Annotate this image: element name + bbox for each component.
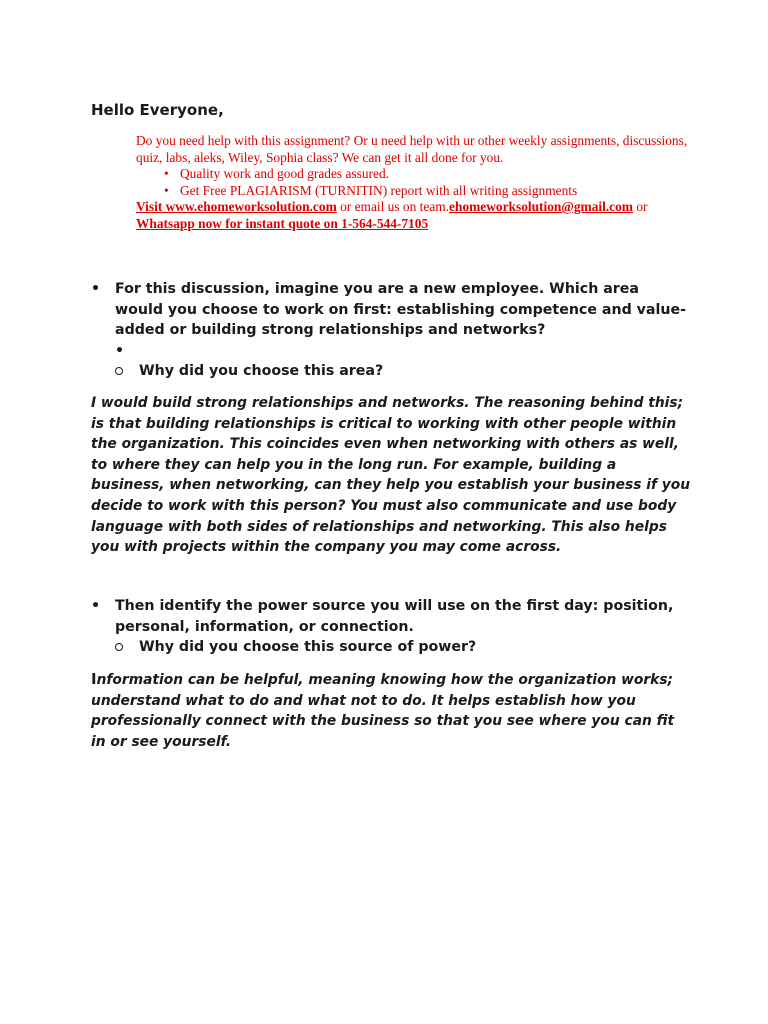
bullet-icon: •	[91, 281, 101, 297]
question-2-sub-text: Why did you choose this source of power?	[139, 639, 477, 655]
answer-2-initial: I	[91, 670, 97, 688]
question-2-block	[91, 596, 691, 658]
email-link[interactable]: ehomeworksolution@gmail.com	[449, 199, 633, 214]
promo-contact-line	[136, 199, 696, 216]
promo-block	[136, 133, 696, 232]
email-prefix-text: or email us on team.	[336, 199, 450, 214]
question-2-sub-item	[91, 637, 691, 658]
whatsapp-link[interactable]: Whatsapp now for instant quote on 1-564-544-7105	[136, 215, 429, 231]
or-text: or	[632, 199, 648, 214]
promo-bullet-list	[136, 166, 696, 199]
greeting-heading: Hello Everyone,	[91, 101, 224, 119]
question-1-sub-item	[91, 361, 691, 382]
question-1-block	[91, 279, 691, 382]
question-1-item	[91, 279, 691, 341]
bullet-icon: •	[91, 598, 101, 614]
question-1-sub-text: Why did you choose this area?	[139, 363, 384, 379]
promo-bullet-item: • Get Free PLAGIARISM (TURNITIN) report with all writing assignments	[180, 183, 696, 200]
question-2-item	[91, 596, 691, 637]
promo-bullet-item: • Quality work and good grades assured.	[180, 166, 696, 183]
promo-whatsapp-line	[136, 216, 696, 233]
bullet-icon: •	[115, 342, 125, 359]
question-2-text: Then identify the power source you will use on the first day: position, personal, information, or connection.	[115, 598, 674, 635]
answer-1-paragraph: I would build strong relationships and networks. The reasoning behind this; is that building relationships is critical to working with other people within the organization. This coincides even when networking with others as well, to where they can help you in the long run. For example, building a business, when networking, can they help you establish your business if you decide to work with this person? You must also communicate and use body language with both sides of relationships and networking. This also helps you with projects within the company you may come across.	[91, 395, 691, 556]
answer-2-text: nformation can be helpful, meaning knowing how the organization works; understand what to do and what not to do. It helps establish how you professionally connect with the business so that you see where you can fit in or see yourself.	[91, 672, 675, 750]
hollow-circle-bullet-icon	[115, 367, 123, 375]
answer-2-paragraph	[91, 669, 691, 752]
website-link[interactable]: Visit www.ehomeworksolution.com	[136, 199, 337, 214]
empty-sub-bullet-item	[91, 341, 691, 362]
promo-intro: Do you need help with this assignment? Or u need help with ur other weekly assignments, discussions, quiz, labs, aleks, Wiley, Sophia class? We can get it all done for you.	[136, 133, 688, 165]
hollow-circle-bullet-icon	[115, 643, 123, 651]
question-1-text: For this discussion, imagine you are a new employee. Which area would you choose to work on first: establishing competence and value-added or building strong relationships and networks?	[115, 281, 686, 338]
